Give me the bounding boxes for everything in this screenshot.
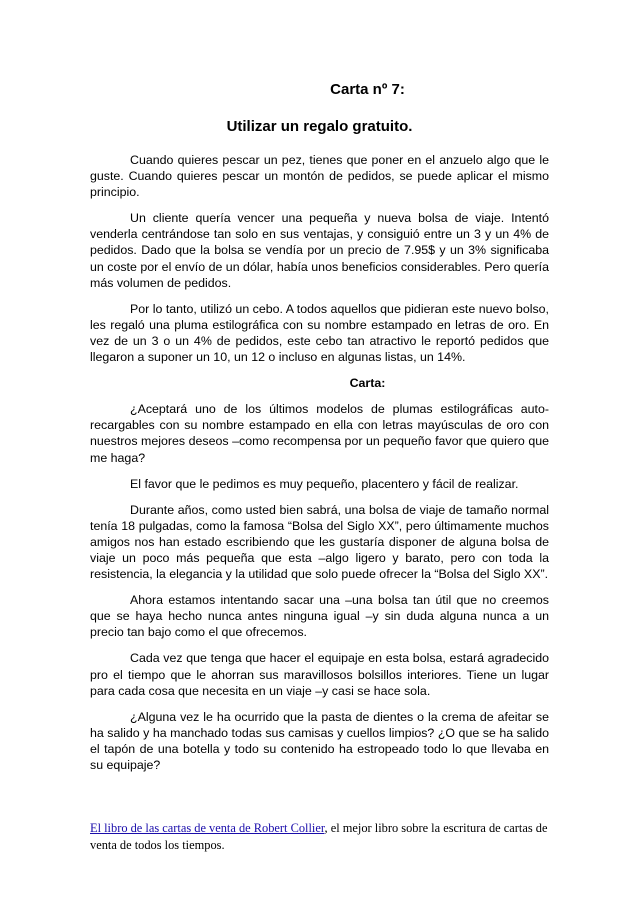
letter-paragraph: ¿Aceptará uno de los últimos modelos de plumas estilográficas auto-recargables con su nombre estampado en ella con letras mayúsculas de oro con nuestros mejores deseos –como recompensa por un pequeño favor que quiero que me haga? <box>90 402 549 465</box>
book-link[interactable]: El libro de las cartas de venta de Robert Collier <box>90 821 325 835</box>
letter-paragraph: Cada vez que tenga que hacer el equipaje en esta bolsa, estará agradecido pro el tiempo que le ahorran sus maravillosos bolsillos interiores. Tiene un lugar para cada cosa que necesita en un viaje –y casi se hace sola. <box>90 651 549 698</box>
intro-paragraph: Un cliente quería vencer una pequeña y nueva bolsa de viaje. Intentó venderla centrándose tan solo en sus ventajas, y consiguió entre un 3 y un 4% de pedidos. Dado que la bolsa se vendía por un precio de 7.95$ y un 3% significaba un coste por el envío de un dólar, había unos beneficios considerables. Pero quería más volumen de pedidos. <box>90 211 549 290</box>
letter-paragraph: Ahora estamos intentando sacar una –una bolsa tan útil que no creemos que se haya hecho nunca antes ninguna igual –y sin duda alguna nunca a un precio tan bajo como el que ofrecemos. <box>90 593 549 640</box>
document-body <box>90 81 549 783</box>
footer-note <box>90 820 560 854</box>
intro-paragraph: Por lo tanto, utilizó un cebo. A todos aquellos que pidieran este nuevo bolso, les regaló una pluma estilográfica con su nombre estampado en letras de oro. En vez de un 3 o un 4% de pedidos, este cebo tan atractivo le reportó pedidos que llegaron a suponer un 10, un 12 o incluso en algunas listas, un 14%. <box>90 301 549 365</box>
letter-paragraph: El favor que le pedimos es muy pequeño, placentero y fácil de realizar. <box>130 476 519 491</box>
letter-section-label: Carta: <box>349 376 386 391</box>
page-title: Utilizar un regalo gratuito. <box>226 118 413 135</box>
letter-paragraph: ¿Alguna vez le ha ocurrido que la pasta de dientes o la crema de afeitar se ha salido y ha manchado todas sus camisas y cuellos limpios? ¿O que se ha salido el tapón de una botella y todo su contenido ha estropeado todo lo que llevaba en su equipaje? <box>90 709 549 772</box>
intro-paragraph: Cuando quieres pescar un pez, tienes que poner en el anzuelo algo que le guste. Cuando quieres pescar un montón de pedidos, se puede aplicar el mismo principio. <box>90 153 549 200</box>
letter-paragraph: Durante años, como usted bien sabrá, una bolsa de viaje de tamaño normal tenía 18 pulgadas, como la famosa “Bolsa del Siglo XX”, pero últimamente muchos amigos nos han estado escribiendo que les gustaría disponer de alguna bolsa de viaje un poco más pequeña que esta –algo ligero y barato, pero con toda la resistencia, la elegancia y la utilidad que solo puede ofrecer la “Bolsa del Siglo XX”. <box>90 502 549 582</box>
footer-text: , el mejor libro sobre la escritura de cartas de venta de todos los tiempos. <box>90 821 548 852</box>
letter-number-heading: Carta nº 7: <box>330 81 405 98</box>
